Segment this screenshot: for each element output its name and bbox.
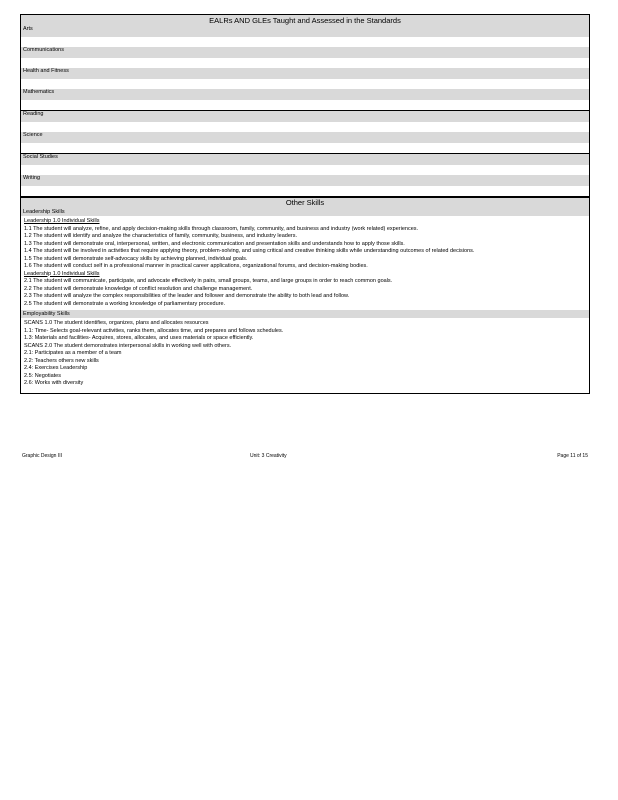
standards-box: [20, 14, 590, 394]
employability-skills-heading: Employability Skills: [21, 310, 589, 318]
subject-row-science: [21, 132, 589, 143]
list-item: 2.6: Works with diversity: [24, 380, 84, 386]
page-footer: [22, 453, 588, 461]
subject-row-mathematics: [21, 89, 589, 100]
footer-course: Graphic Design III: [22, 453, 63, 459]
subject-label: Mathematics: [23, 89, 55, 95]
subject-label: Science: [23, 132, 43, 138]
list-item: SCANS 2.0 The student demonstrates interpersonal skills in working well with others.: [24, 342, 232, 349]
subject-body: [21, 143, 589, 153]
subject-label: Writing: [23, 175, 41, 181]
list-item: 2.1 The student will communicate, participate, and advocate effectively in pairs, small groups, teams, and large groups in order to reach common goals.: [24, 278, 393, 284]
list-item: 1.3 The student will demonstrate oral, interpersonal, written, and electronic communication and presentation skills and understands how to apply those skills.: [24, 240, 405, 247]
list-item: 2.1: Participates as a member of a team: [24, 350, 122, 356]
leadership-content: [21, 216, 589, 310]
subject-row-arts: [21, 26, 589, 37]
subject-body: [21, 122, 589, 132]
subject-label: Communications: [23, 47, 64, 53]
list-item: 1.4 The student will be involved in activities that require applying theory, problem-solving, and using critical and creative thinking skills while understanding outcomes of related decisions.: [24, 248, 475, 254]
list-item: SCANS 1.0 The student identifies, organizes, plans and allocates resources: [24, 320, 209, 326]
list-item: 2.5: Negotiates: [24, 372, 61, 379]
subject-body: [21, 100, 589, 110]
list-item: 1.1 The student will analyze, refine, and apply decision-making skills through classroom, family, community, and business and industry (work related) experiences.: [24, 225, 419, 232]
footer-page-number: Page 11 of 15: [557, 453, 588, 459]
leadership-skills-heading: Leadership Skills: [21, 208, 589, 216]
subject-row-communications: [21, 47, 589, 58]
list-item: 1.6 The student will conduct self in a professional manner in practical career applications, organizational forums, and decision-making bodies.: [24, 263, 368, 269]
subject-body: [21, 58, 589, 68]
list-item: 2.2 The student will demonstrate knowledge of conflict resolution and challenge management.: [24, 285, 253, 292]
page-title: EALRs AND GLEs Taught and Assessed in the Standards: [21, 15, 589, 26]
subject-label: Reading: [23, 111, 44, 117]
list-item: 1.1: Time- Selects goal-relevant activities, ranks them, allocates time, and prepares and follows schedules.: [24, 327, 284, 334]
employability-content: [21, 318, 589, 393]
leadership-1-heading: Leadership 1.0 Individual Skills: [24, 218, 100, 224]
list-item: 1.2 The student will identify and analyze the characteristics of family, community, business, and industry leaders.: [24, 233, 297, 239]
other-skills-title: Other Skills: [21, 198, 589, 208]
subject-label: Social Studies: [23, 154, 58, 160]
subject-row-writing: [21, 175, 589, 186]
list-item: 1.5 The student will demonstrate self-advocacy skills by achieving planned, individual goals.: [24, 255, 248, 262]
list-item: 2.5 The student will demonstrate a working knowledge of parliamentary procedure.: [24, 300, 226, 307]
list-item: 2.4: Exercises Leadership: [24, 365, 88, 371]
leadership-2-heading: Leadership 1.0 Individual Skills: [24, 270, 100, 277]
subject-row-health: [21, 68, 589, 79]
subject-body: [21, 37, 589, 47]
subject-body: [21, 186, 589, 196]
footer-unit: Unit: 3 Creativity: [250, 453, 287, 459]
standards-table: [20, 14, 590, 394]
subject-label: Arts: [23, 26, 33, 32]
list-item: 2.2: Teachers others new skills: [24, 357, 99, 364]
subject-body: [21, 165, 589, 175]
list-item: 2.3 The student will analyze the complex responsibilities of the leader and follower and demonstrate the ability to both lead and follow.: [24, 293, 350, 299]
subject-label: Health and Fitness: [23, 68, 69, 74]
subject-body: [21, 79, 589, 89]
other-skills-section: [21, 196, 589, 393]
list-item: 1.3: Materials and facilities- Acquires, stores, allocates, and uses materials or space efficiently.: [24, 335, 254, 341]
subject-row-social-studies: [21, 153, 589, 165]
subject-row-reading: [21, 110, 589, 122]
